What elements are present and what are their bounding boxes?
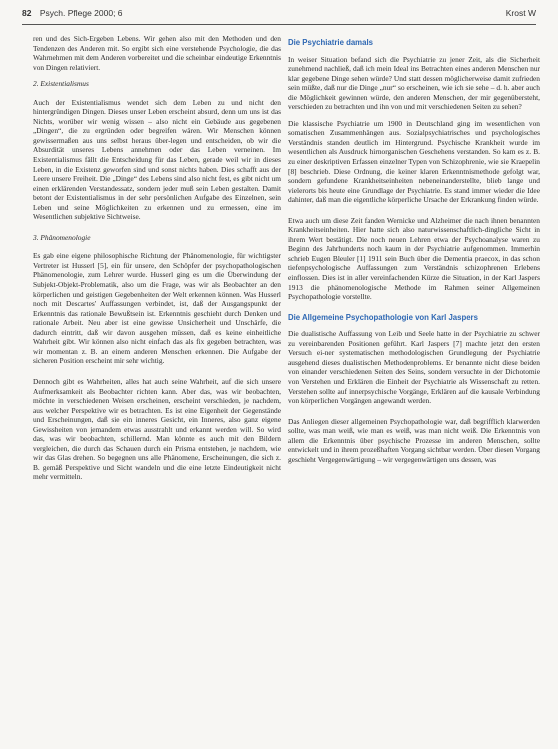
section-heading-psychiatrie-damals: Die Psychiatrie damals [288, 38, 373, 47]
author-name: Krost W [505, 8, 536, 18]
wahrheiten-paragraph: Dennoch gibt es Wahrheiten, alles hat auch seine Wahrheit, auf die sich unsere Aufmerksamkeit als Beobachter richten kann. Aber das, was wir beobachten, möchte in verschiedenen Weisen erscheinen, erscheint verschieden, je nachdem, aus welcher Perspektive wir es betrachten. Es ist eine Eigenheit der Gegenstände und Erscheinungen, daß sie ein inneres Gesicht, ein Inneres, also ganz eigene Gewissheiten von jemandem etwas ausstrahlt und erkannt werden will. So wird das, was wir beobachten, schillernd. Man könnte es auch mit den Bildern vergleichen, die durch das Schauen durch ein Prisma entstehen, je nachdem, wie wir das Glas drehen. So begegnen uns alle Phänomene, Erscheinungen, die sich z. B. gemäß Perspektive und Sicht wandeln und die eine letzte Eindeutigkeit nicht mehr vermitteln. [33, 376, 281, 482]
psychiatrie-paragraph-2: Die klassische Psychiatrie um 1900 in Deutschland ging im wesentlichen von somatischen Zusammenhängen aus. Sozialpsychiatrisches und psychologisches Verständnis standen deutlich im Hintergrund. Psychische Krankheit wurde im wesentlichen als Ausdruck hirnorganischen Geschehens verstanden. So kam es z. B. zu einer deskriptiven Erfassen einzelner Typen von Schizophrenie, wie sie Kraepelin [8] beschrieb. Diese Ordnung, die keiner klaren Erkenntnismethode gefolgt war, sondern gefundene Krankheitseinheiten nebeneinanderstellte, blieb lange und vielerorts bis heute eine Grundlage der Psychiatrie. Es stand immer wieder die Idee dahinter, daß man die eigentliche körperliche Ursache der Erkrankung finden würde. [288, 118, 540, 205]
phaenomenologie-paragraph: Es gab eine eigene philosophische Richtung der Phänomenologie, für wichtigster Vertreter ist Husserl [5], ein für unsere, den Schöpfer der psychopathologischen Phänomenologie, zum Lehrer wurde. Husserl ging es um die Überwindung der Subjekt-Objekt-Problematik, also um die Frage, was wir als Beobachter an den körperlichen und geistigen Gegebenheiten der Welt erkennen können. Was Husserl noch mit Descartes' Auffassungen verbindet, ist, daß der Ausgangspunkt der Erkenntnis das rationale Bewußtsein ist. Erkenntnis geschieht durch Denken und rationale Arbeit. Neu aber ist eine gewisse Unsicherheit und Unschärfe, die dadurch eintritt, daß wir davon ausgehen müssen, daß es keine einheitliche Wahrheit gibt. Wir können also nicht einfach das als fix gegeben betrachten, was wir momentan z. B. an einem anderen Menschen erkennen. Die Aufgabe der sicheren Position erscheint mir sehr wichtig. [33, 251, 281, 366]
section-heading-jaspers: Die Allgemeine Psychopathologie von Karl Jaspers [288, 312, 478, 322]
existentialismus-paragraph: Auch der Existentialismus wendet sich dem Leben zu und nicht den hintergründigen Dingen. Dieses unser Leben erscheint absurd, denn um uns ist das Nichts, worüber wir wenig wissen – also nicht ein Gebäude aus gegebenen „Dingen“, die zu ergründen oder begreifen wären. Wir Menschen können gewissermaßen aus uns selbst heraus über-legen und entscheiden, ob wir die Absurdität unseres Lebens annehmen oder das Leben verneinen. Im Existentialismus fällt die Entscheidung für das Leben, gerade weil wir in dieses Leben, in die Existenz geworfen sind und sonst nichts haben. Dies schafft aus der Leere unsere Freiheit. Die „Dinge“ des Lebens sind also nicht fest, es gibt nicht um einen erklärenden Verstandessatz, sondern jeder muß sein Leben gestalten. Damit betont der Existentialismus in der sehr persönlichen Aufgabe des Einzelnen, sein Leben und seine Möglichkeiten zu erkennen und zu ermessen, eine im Wesentlichen subjektive Sichtweise. [33, 97, 281, 222]
page-number: 82 [22, 8, 32, 18]
section-heading-existentialismus: 2. Existentialismus [33, 79, 89, 89]
right-column [288, 34, 540, 471]
intro-paragraph: ren und des Sich-Ergeben Lebens. Wir gehen also mit den Methoden und den Tendenzen des Anderen mit. So ergibt sich eine verstehende Psychologie, die das Wahrnehmen mit dem Anderen vorbereitet und die scheinbar eindeutige Erkenntnis von Dingen relativiert. [33, 34, 281, 72]
running-header [22, 8, 536, 25]
psychiatrie-paragraph-1: In weiser Situation befand sich die Psychiatrie zu jener Zeit, als die Sicherheit zunehmend nachließ, daß ich mein Ideal ins Betrachten eines anderen Menschen nur klar gegebene Dinge sehen würde? Und statt dessen möglicherweise damit zufrieden sein müßte, daß nur die Dinge „nur“ so erscheinen, wie ich sie sehe – d. h. aber auch die Möglichkeit gewinnen würde, den anderen Menschen, der mir gegenübersteht, verschieden zu betrachten und ihn von und mit verschiedenen Seiten zu sehen? [288, 54, 540, 112]
journal-citation: Psych. Pflege 2000; 6 [39, 8, 123, 18]
left-column [33, 34, 281, 489]
section-heading-phaenomenologie: 3. Phänomenologie [33, 232, 91, 242]
psychiatrie-paragraph-3: Etwa auch um diese Zeit fanden Wernicke und Alzheimer die nach ihnen benannten Krankheitseinheiten. Hier hatte sich also naturwissenschaftlich-dingliche Sicht in ihrem Wert bestätigt. Die noch neuen Lehren etwa der Psychoanalyse waren zu Beginn des Jahrhunderts noch kaum in der Psychiatrie aufgenommen. Immerhin schrieb Eugen Bleuler [1] 1911 sein Buch über die Dementia praecox, in das schon tiefenpsychologische Auffassungen zum Verständnis schizophrenen Erlebens einflossen. Dies ist in aller vereinfachenden Kürze die Situation, in der Karl Jaspers 1913 die phänomenologische Methode im Rahmen seiner Allgemeinen Psychopathologie vorstellte. [288, 215, 540, 302]
jaspers-paragraph-1: Die dualistische Auffassung von Leib und Seele hatte in der Psychiatrie zu schwer zu vereinbarenden Positionen geführt. Karl Jaspers [7] machte jetzt den ersten Versuch ei-ner systematischen methodologischen Grundlegung der Psychiatrie ausgehend dieses dualistischen Methodenproblems. Er benannte nicht diese beiden von einander verschiedenen Seiten des Seins, sondern versuchte in der Dichotomie von Verstehen und Erklären die Einheit der Psychiatrie als Wissenschaft zu retten. Verstehen sollte auf innerpsychische Vorgänge, Erklären auf die kausale Verbindung von körperlichen Vorgängen angewandt werden. [288, 329, 540, 406]
jaspers-paragraph-2: Das Anliegen dieser allgemeinen Psychopathologie war, daß begrifflich klarwerden sollte, was man weiß, wie man es weiß, was man nicht weiß. Die Erkenntnis von allem die Erkenntnis über psychische Prozesse im anderen Menschen, sollte entwickelt und in ihrem prozeßhaften Vorgang sichtbar werden. Über diesen Vorgang geschieht Vergegenwärtigung – wir vergegenwärtigen uns dessen, was [288, 416, 540, 464]
